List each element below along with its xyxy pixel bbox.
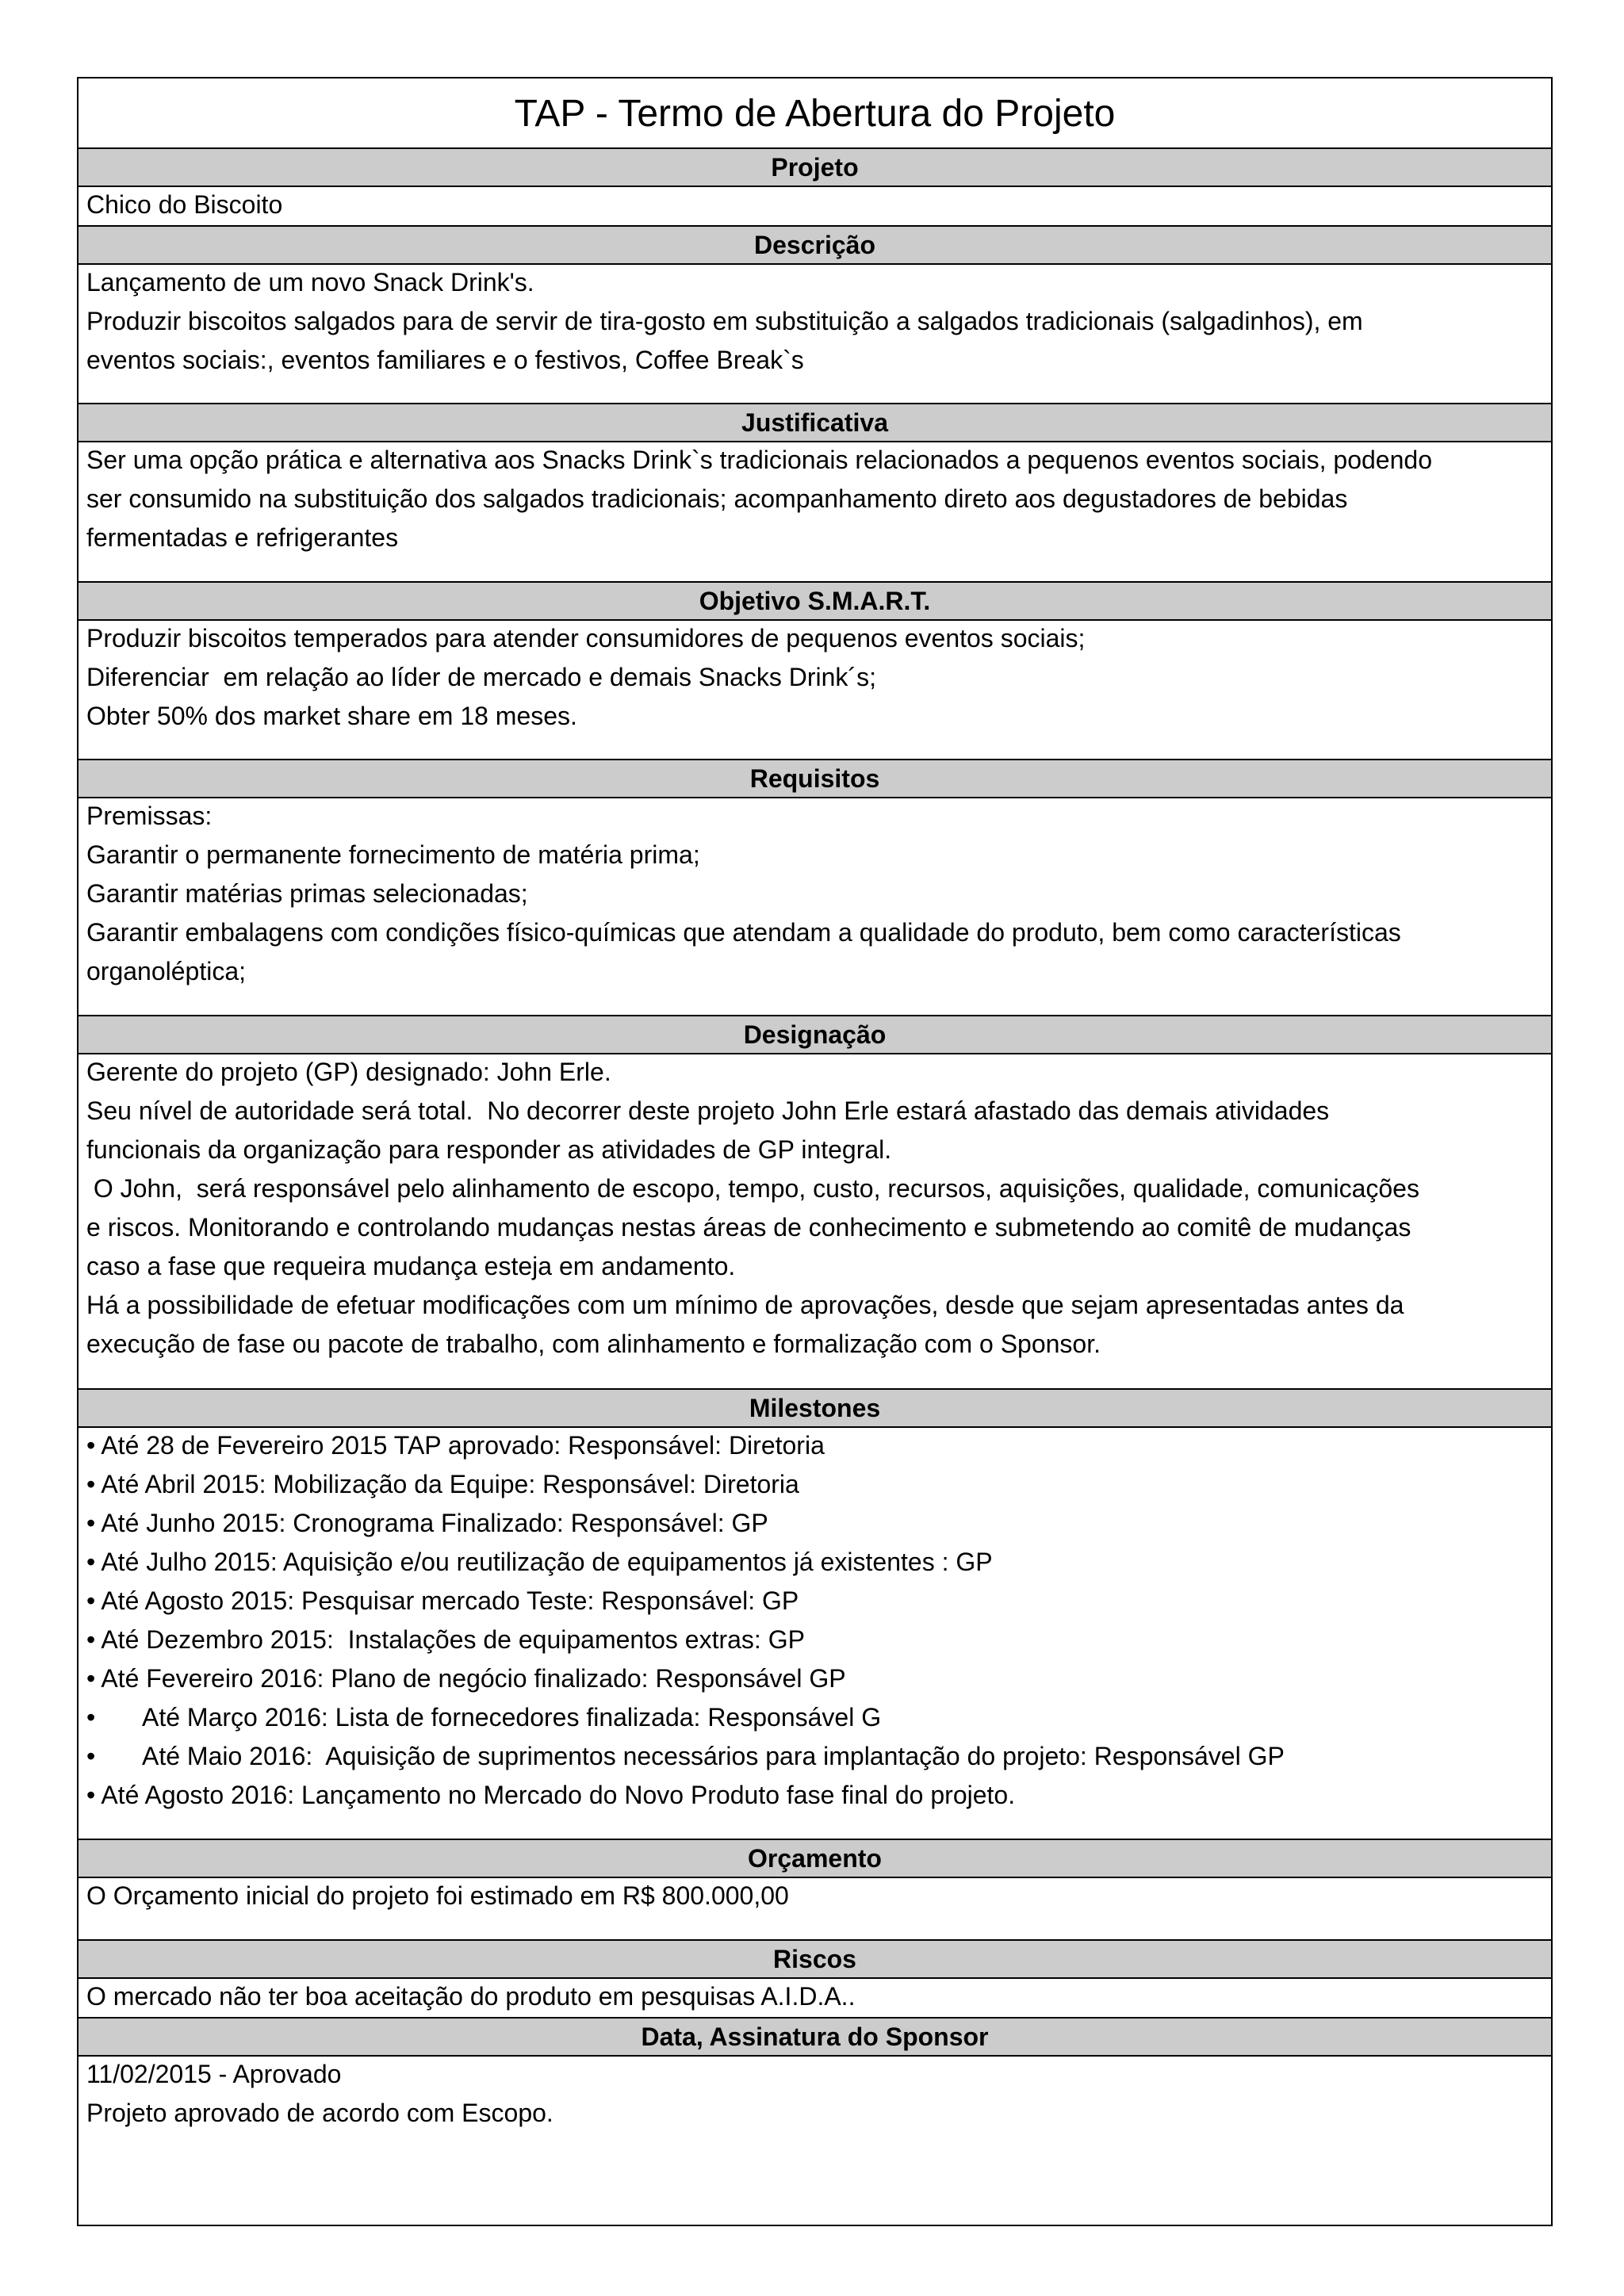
section-header-assinatura: Data, Assinatura do Sponsor [79, 2017, 1551, 2057]
milestone-text: Até Maio 2016: Aquisição de suprimentos necessários para implantação do projeto: Responsável GP [142, 1742, 1285, 1770]
content-line: Premissas: [86, 802, 213, 830]
bullet-icon: • [86, 1742, 96, 1770]
content-line: Ser uma opção prática e alternativa aos Snacks Drink`s tradicionais relacionados a pequenos eventos sociais, podendo [86, 446, 1432, 474]
content-line: Gerente do projeto (GP) designado: John Erle. [86, 1058, 611, 1086]
section-header-riscos: Riscos [79, 1939, 1551, 1979]
section-header-projeto: Projeto [79, 147, 1551, 187]
content-line: e riscos. Monitorando e controlando mudanças nestas áreas de conhecimento e submetendo ao comitê de mudanças [86, 1213, 1411, 1242]
content-line: funcionais da organização para responder as atividades de GP integral. [86, 1135, 892, 1164]
milestone-text: Até Julho 2015: Aquisição e/ou reutilização de equipamentos já existentes : GP [101, 1548, 993, 1576]
section-header-descricao: Descrição [79, 225, 1551, 265]
milestone-item [86, 1698, 1543, 1737]
milestone-item [86, 1776, 1543, 1815]
bullet-icon: • [86, 1625, 96, 1654]
content-line: Produzir biscoitos salgados para de servir de tira-gosto em substituição a salgados tradicionais (salgadinhos), em [86, 307, 1363, 335]
milestone-text: Até 28 de Fevereiro 2015 TAP aprovado: Responsável: Diretoria [101, 1431, 825, 1460]
section-content-descricao [79, 263, 1551, 380]
content-line: eventos sociais:, eventos familiares e o festivos, Coffee Break`s [86, 346, 804, 374]
milestone-item [86, 1582, 1543, 1621]
milestone-item [86, 1543, 1543, 1582]
milestone-text: Até Dezembro 2015: Instalações de equipamentos extras: GP [101, 1625, 805, 1654]
milestone-text: Até Abril 2015: Mobilização da Equipe: Responsável: Diretoria [101, 1470, 799, 1498]
milestone-item [86, 1659, 1543, 1698]
section-content-objetivo [79, 619, 1551, 736]
bullet-icon: • [86, 1509, 96, 1537]
tap-document [77, 77, 1553, 2226]
content-line: Há a possibilidade de efetuar modificações com um mínimo de aprovações, desde que sejam apresentadas antes da [86, 1291, 1404, 1319]
content-line: O Orçamento inicial do projeto foi estimado em R$ 800.000,00 [86, 1881, 789, 1910]
content-line: execução de fase ou pacote de trabalho, com alinhamento e formalização com o Sponsor. [86, 1330, 1101, 1358]
content-line: Lançamento de um novo Snack Drink's. [86, 268, 534, 297]
milestone-item [86, 1737, 1543, 1776]
section-content-assinatura [79, 2055, 1551, 2133]
content-line: O John, será responsável pelo alinhamento de escopo, tempo, custo, recursos, aquisições, qualidade, comunicações [86, 1174, 1419, 1203]
content-line: Garantir matérias primas selecionadas; [86, 879, 528, 908]
section-content-riscos [79, 1977, 1551, 2016]
content-line: Garantir embalagens com condições físico-químicas que atendam a qualidade do produto, bem como características [86, 918, 1401, 947]
document-title: TAP - Termo de Abertura do Projeto [79, 78, 1551, 149]
section-content-justificativa [79, 441, 1551, 557]
content-line: organoléptica; [86, 957, 247, 985]
milestone-item [86, 1465, 1543, 1504]
bullet-icon: • [86, 1586, 96, 1615]
content-line: fermentadas e refrigerantes [86, 523, 399, 552]
content-line: Seu nível de autoridade será total. No decorrer deste projeto John Erle estará afastado das demais atividades [86, 1096, 1330, 1125]
section-header-requisitos: Requisitos [79, 759, 1551, 798]
milestone-item [86, 1621, 1543, 1659]
section-header-orcamento: Orçamento [79, 1839, 1551, 1878]
content-line: 11/02/2015 - Aprovado [86, 2060, 342, 2088]
content-line: ser consumido na substituição dos salgados tradicionais; acompanhamento direto aos degustadores de bebidas [86, 484, 1348, 513]
bullet-icon: • [86, 1664, 96, 1693]
section-content-milestones [79, 1426, 1551, 1815]
milestone-text: Até Fevereiro 2016: Plano de negócio finalizado: Responsável GP [101, 1664, 846, 1693]
content-line: caso a fase que requeira mudança esteja em andamento. [86, 1252, 736, 1280]
milestone-item [86, 1504, 1543, 1543]
section-header-objetivo: Objetivo S.M.A.R.T. [79, 581, 1551, 621]
milestone-item [86, 1426, 1543, 1465]
bullet-icon: • [86, 1781, 96, 1809]
bullet-icon: • [86, 1548, 96, 1576]
milestone-text: Até Agosto 2015: Pesquisar mercado Teste: Responsável: GP [101, 1586, 799, 1615]
content-line: Diferenciar em relação ao líder de mercado e demais Snacks Drink´s; [86, 663, 876, 691]
milestone-text: Até Junho 2015: Cronograma Finalizado: Responsável: GP [101, 1509, 768, 1537]
milestone-text: Até Março 2016: Lista de fornecedores finalizada: Responsável G [142, 1703, 882, 1732]
content-line: O mercado não ter boa aceitação do produto em pesquisas A.I.D.A.. [86, 1982, 856, 2011]
content-line: Produzir biscoitos temperados para atender consumidores de pequenos eventos sociais; [86, 624, 1086, 652]
bullet-icon: • [86, 1703, 96, 1732]
section-header-milestones: Milestones [79, 1388, 1551, 1428]
milestone-text: Até Agosto 2016: Lançamento no Mercado do Novo Produto fase final do projeto. [101, 1781, 1016, 1809]
section-content-designacao [79, 1053, 1551, 1364]
section-content-projeto [79, 186, 1551, 224]
content-line: Garantir o permanente fornecimento de matéria prima; [86, 840, 700, 869]
section-content-requisitos [79, 797, 1551, 991]
content-line: Projeto aprovado de acordo com Escopo. [86, 2099, 553, 2127]
section-content-orcamento [79, 1877, 1551, 1915]
bullet-icon: • [86, 1431, 96, 1460]
bullet-icon: • [86, 1470, 96, 1498]
section-header-designacao: Designação [79, 1015, 1551, 1054]
section-header-justificativa: Justificativa [79, 403, 1551, 442]
content-line: Chico do Biscoito [86, 190, 283, 219]
content-line: Obter 50% dos market share em 18 meses. [86, 702, 577, 730]
